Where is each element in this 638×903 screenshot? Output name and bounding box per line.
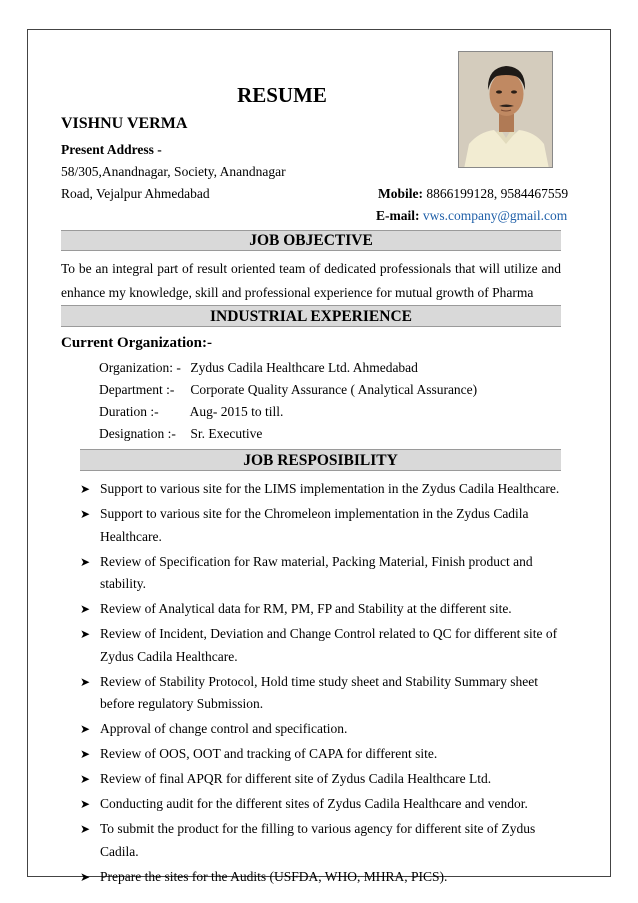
email-contact bbox=[376, 208, 567, 224]
organization-value: Zydus Cadila Healthcare Ltd. Ahmedabad bbox=[190, 360, 418, 375]
list-item: ➤ Conducting audit for the different sites of Zydus Cadila Healthcare and vendor. bbox=[80, 793, 565, 816]
arrow-bullet-icon: ➤ bbox=[80, 747, 91, 761]
arrow-bullet-icon: ➤ bbox=[80, 602, 91, 616]
responsibility-list bbox=[80, 478, 565, 891]
email-label: E-mail: bbox=[376, 208, 420, 223]
organization-key: Organization: - bbox=[99, 360, 181, 375]
designation-row bbox=[99, 426, 262, 442]
current-organization-label: Current Organization:- bbox=[61, 335, 212, 351]
list-item: ➤ Prepare the sites for the Audits (USFDA, WHO, MHRA, PICS). bbox=[80, 866, 565, 889]
department-key: Department :- bbox=[99, 382, 175, 397]
arrow-bullet-icon: ➤ bbox=[80, 482, 91, 496]
arrow-bullet-icon: ➤ bbox=[80, 627, 91, 641]
arrow-bullet-icon: ➤ bbox=[80, 822, 91, 836]
job-responsibility-heading: JOB RESPOSIBILITY bbox=[80, 449, 561, 471]
list-item: ➤ To submit the product for the filling to various agency for different site of Zydus Cadila. bbox=[80, 818, 565, 863]
organization-row bbox=[99, 360, 418, 376]
arrow-bullet-icon: ➤ bbox=[80, 722, 91, 736]
mobile-contact bbox=[378, 186, 568, 202]
duration-key: Duration :- bbox=[99, 404, 159, 419]
list-item: ➤ Review of Analytical data for RM, PM, FP and Stability at the different site. bbox=[80, 598, 565, 621]
job-objective-line-2: enhance my knowledge, skill and professional experience for mutual growth of Pharma bbox=[61, 285, 534, 300]
industrial-experience-heading: INDUSTRIAL EXPERIENCE bbox=[61, 305, 561, 327]
department-value: Corporate Quality Assurance ( Analytical Assurance) bbox=[190, 382, 478, 397]
list-item: ➤ Review of final APQR for different site of Zydus Cadila Healthcare Ltd. bbox=[80, 768, 565, 791]
resume-title: RESUME bbox=[237, 83, 327, 107]
address-line-2: Road, Vejalpur Ahmedabad bbox=[61, 186, 210, 201]
arrow-bullet-icon: ➤ bbox=[80, 674, 91, 689]
arrow-bullet-icon: ➤ bbox=[80, 554, 91, 569]
arrow-bullet-icon: ➤ bbox=[80, 507, 91, 521]
email-value[interactable]: vws.company@gmail.com bbox=[422, 208, 568, 223]
job-objective-line-1: To be an integral part of result oriented team of dedicated professionals that will utilize and bbox=[61, 261, 561, 276]
portrait-image bbox=[459, 52, 553, 168]
list-item: ➤ Review of Specification for Raw material, Packing Material, Finish product and stability. bbox=[80, 551, 565, 596]
list-item: ➤ Review of Stability Protocol, Hold time study sheet and Stability Summary sheet before regulatory Submission. bbox=[80, 671, 565, 716]
duration-value: Aug- 2015 to till. bbox=[189, 404, 284, 419]
mobile-value: 8866199128, 9584467559 bbox=[426, 186, 569, 201]
job-objective-heading: JOB OBJECTIVE bbox=[61, 230, 561, 251]
address-line-1: 58/305,Anandnagar, Society, Anandnagar bbox=[61, 164, 286, 179]
list-item: ➤ Review of OOS, OOT and tracking of CAPA for different site. bbox=[80, 743, 565, 766]
list-item: ➤ Support to various site for the LIMS implementation in the Zydus Cadila Healthcare. bbox=[80, 478, 565, 501]
department-row bbox=[99, 382, 477, 398]
profile-photo bbox=[458, 51, 553, 168]
designation-value: Sr. Executive bbox=[190, 426, 263, 441]
arrow-bullet-icon: ➤ bbox=[80, 772, 91, 786]
arrow-bullet-icon: ➤ bbox=[80, 797, 91, 811]
mobile-label: Mobile: bbox=[378, 186, 423, 201]
list-item: ➤ Review of Incident, Deviation and Change Control related to QC for different site of Zydus Cadila Healthcare. bbox=[80, 623, 565, 668]
candidate-name: VISHNU VERMA bbox=[61, 115, 188, 132]
duration-row bbox=[99, 404, 283, 420]
designation-key: Designation :- bbox=[99, 426, 176, 441]
address-label: Present Address - bbox=[61, 142, 162, 157]
list-item: ➤ Support to various site for the Chromeleon implementation in the Zydus Cadila Healthcare. bbox=[80, 503, 565, 548]
arrow-bullet-icon: ➤ bbox=[80, 869, 91, 884]
list-item: ➤ Approval of change control and specification. bbox=[80, 718, 565, 741]
